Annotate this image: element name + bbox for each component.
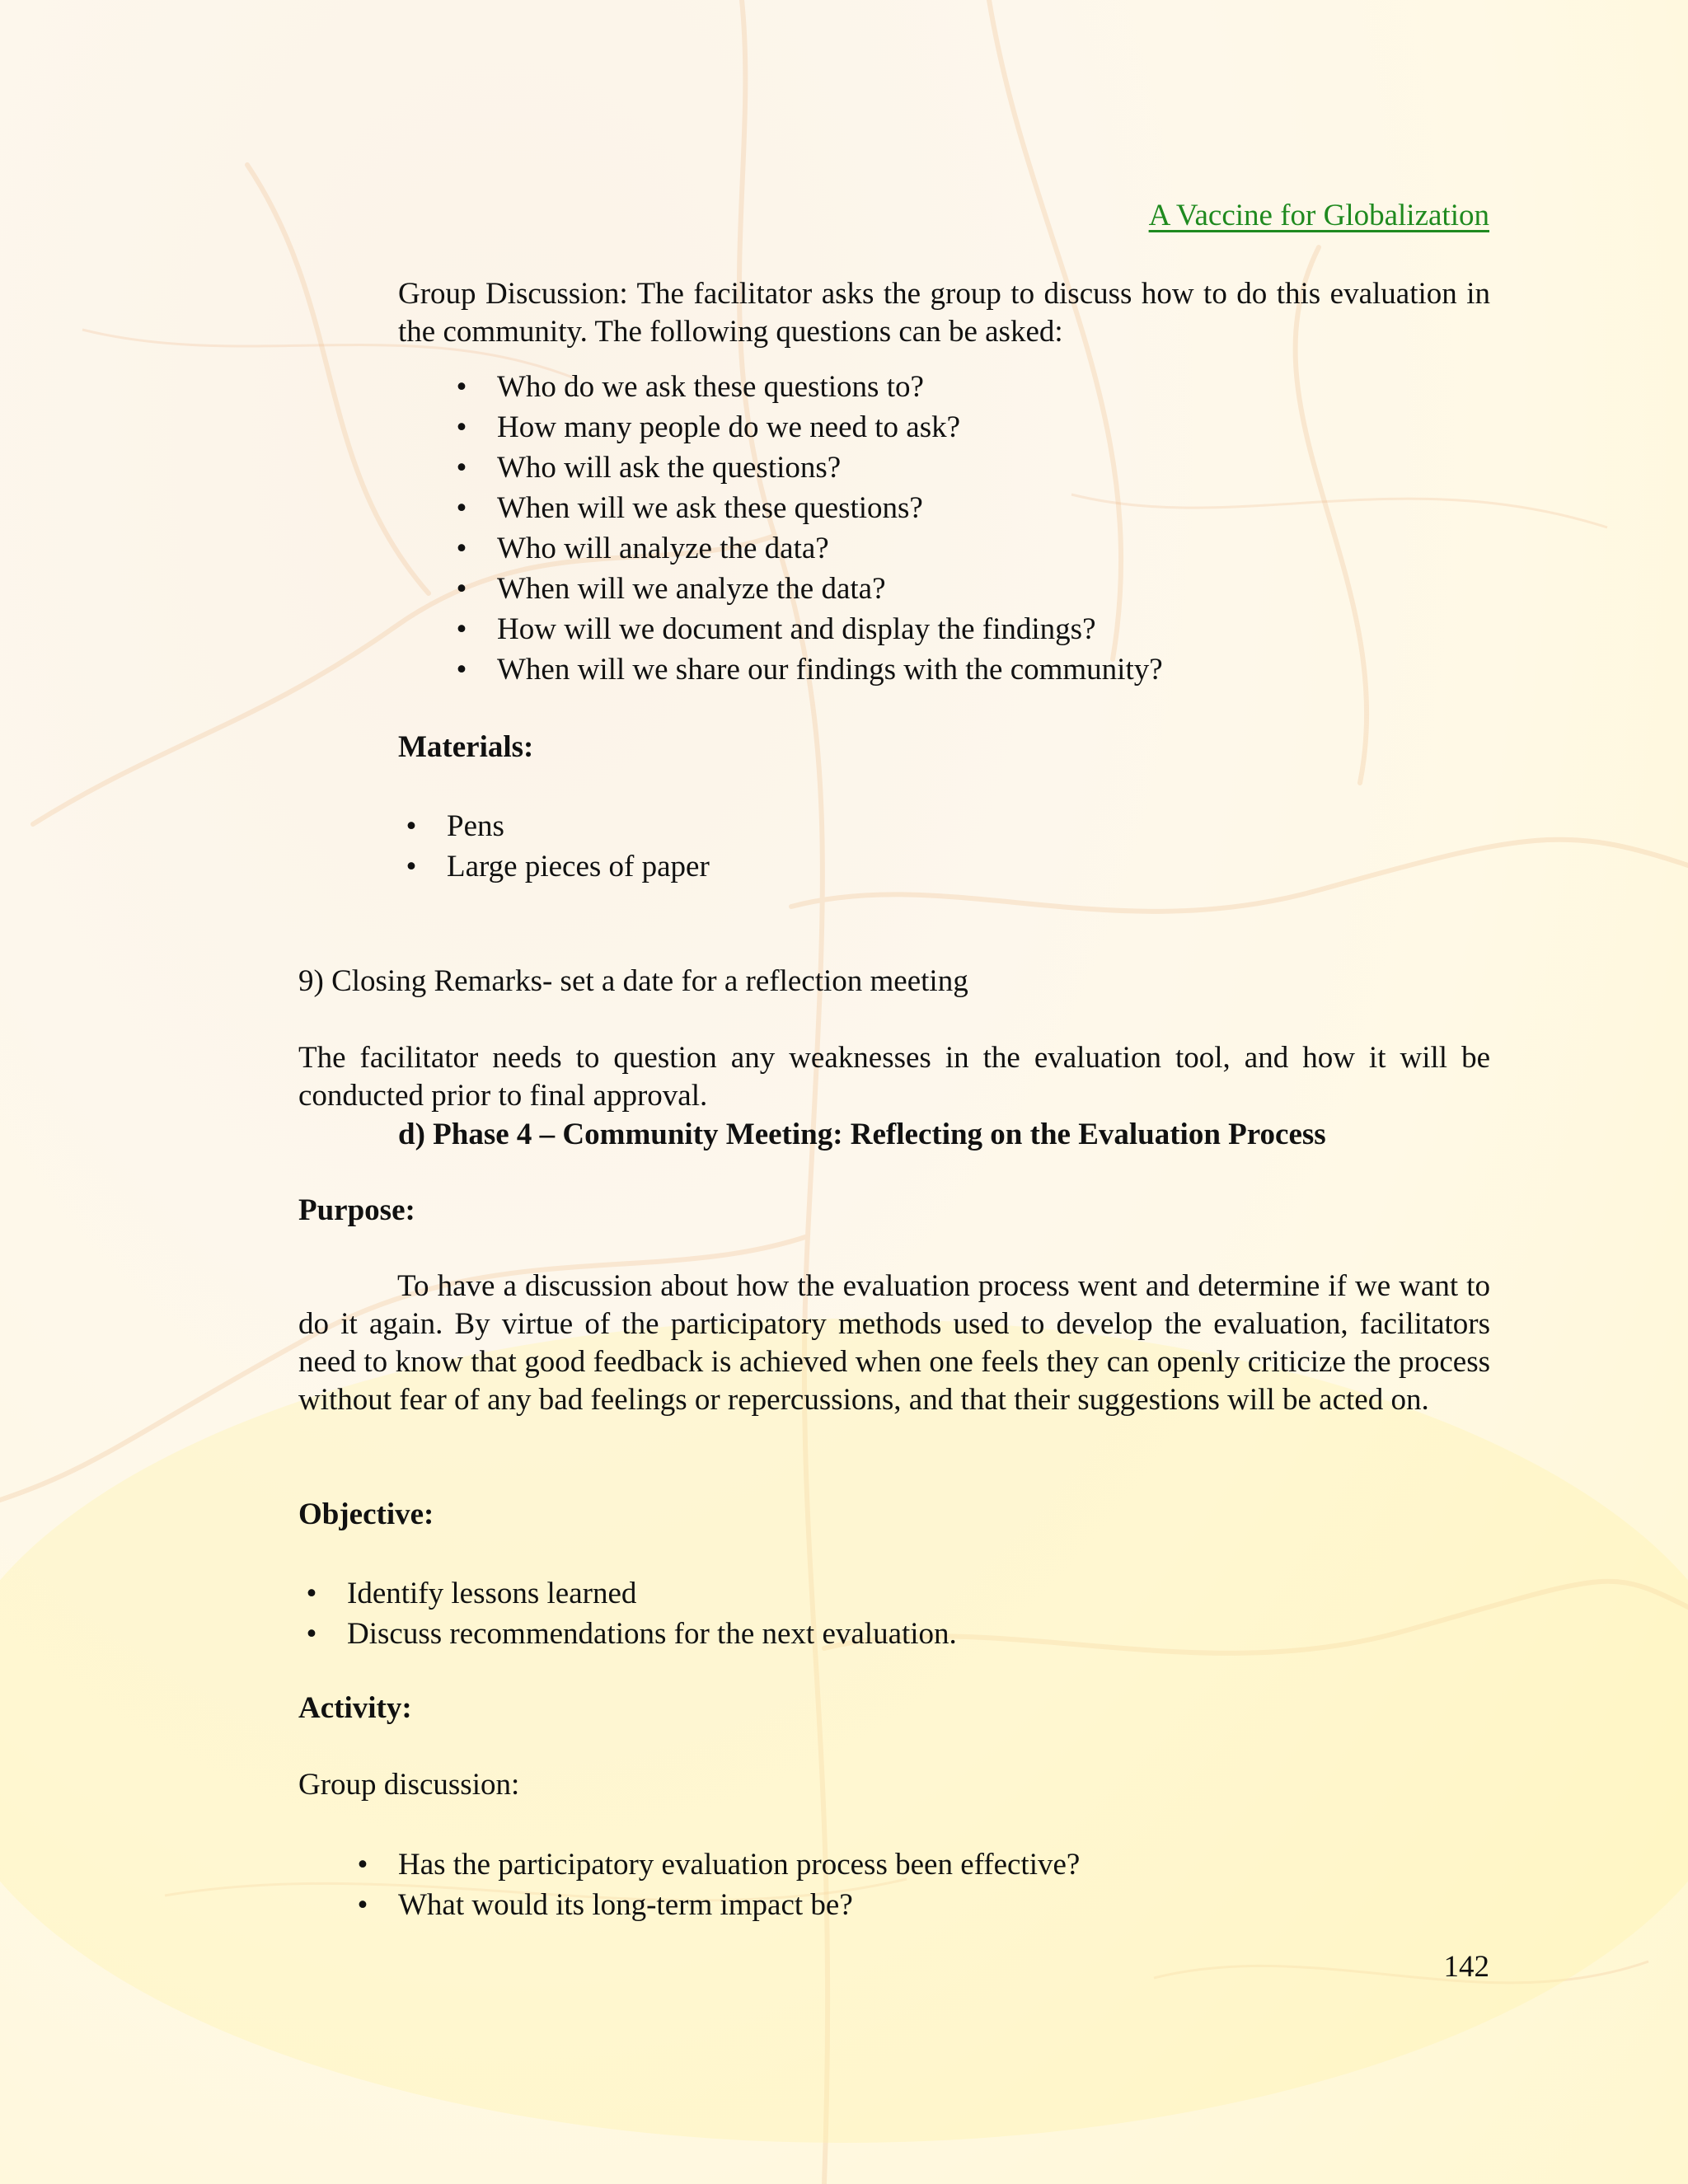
list-item: • How will we document and display the findings?: [497, 609, 1490, 649]
bullet-icon: •: [456, 653, 467, 687]
bullet-icon: •: [456, 612, 467, 646]
activity-heading: Activity:: [298, 1691, 412, 1725]
list-item: • Has the participatory evaluation process been effective?: [398, 1844, 1470, 1885]
list-item: • Discuss recommendations for the next evaluation.: [347, 1614, 1418, 1654]
list-item: • When will we share our findings with the community?: [497, 649, 1490, 690]
activity-label: Group discussion:: [298, 1768, 520, 1802]
purpose-text: To have a discussion about how the evaluation process went and determine if we want to do it again. By virtue of the participatory methods used to develop the evaluation, facilitators need to know that good feedback is achieved when one feels they can openly criticize the process without fear of any bad feelings or repercussions, and that their suggestions will be acted on.: [298, 1269, 1490, 1417]
bullet-icon: •: [456, 410, 467, 444]
bullet-icon: •: [456, 451, 467, 485]
list-item: • Large pieces of paper: [447, 846, 1436, 887]
bullet-icon: •: [306, 1617, 317, 1651]
closing-remarks-title: 9) Closing Remarks- set a date for a reflection meeting: [298, 964, 968, 998]
list-item: • How many people do we need to ask?: [497, 407, 1490, 448]
purpose-heading: Purpose:: [298, 1193, 415, 1227]
materials-heading: Materials:: [398, 730, 534, 764]
bullet-icon: •: [456, 370, 467, 404]
bullet-icon: •: [306, 1577, 317, 1610]
header-title-link[interactable]: A Vaccine for Globalization: [1148, 199, 1489, 232]
group-discussion-intro: Group Discussion: The facilitator asks the group to discuss how to do this evaluation in the community. The following questions can be asked:: [398, 277, 1490, 349]
bullet-icon: •: [456, 572, 467, 606]
list-item: • Who will ask the questions?: [497, 448, 1490, 488]
objective-heading: Objective:: [298, 1497, 434, 1531]
activity-list: [357, 1844, 1470, 1925]
bullet-icon: •: [357, 1848, 368, 1882]
closing-remarks-text: The facilitator needs to question any weaknesses in the evaluation tool, and how it will be conducted prior to final approval.: [298, 1041, 1490, 1113]
bullet-icon: •: [406, 850, 417, 883]
bullet-icon: •: [456, 491, 467, 525]
materials-list: [406, 806, 1436, 887]
bullet-icon: •: [406, 809, 417, 843]
bullet-icon: •: [357, 1888, 368, 1922]
list-item: • When will we analyze the data?: [497, 569, 1490, 609]
list-item: • Who will analyze the data?: [497, 528, 1490, 569]
list-item: • Who do we ask these questions to?: [497, 367, 1490, 407]
objective-list: [306, 1573, 1418, 1654]
page-number: 142: [1443, 1950, 1489, 1984]
list-item: • Identify lessons learned: [347, 1573, 1418, 1614]
questions-list: [456, 367, 1490, 690]
bullet-icon: •: [456, 532, 467, 565]
list-item: • What would its long-term impact be?: [398, 1885, 1470, 1925]
phase4-heading: d) Phase 4 – Community Meeting: Reflecting on the Evaluation Process: [398, 1118, 1326, 1151]
list-item: • When will we ask these questions?: [497, 488, 1490, 528]
list-item: • Pens: [447, 806, 1436, 846]
